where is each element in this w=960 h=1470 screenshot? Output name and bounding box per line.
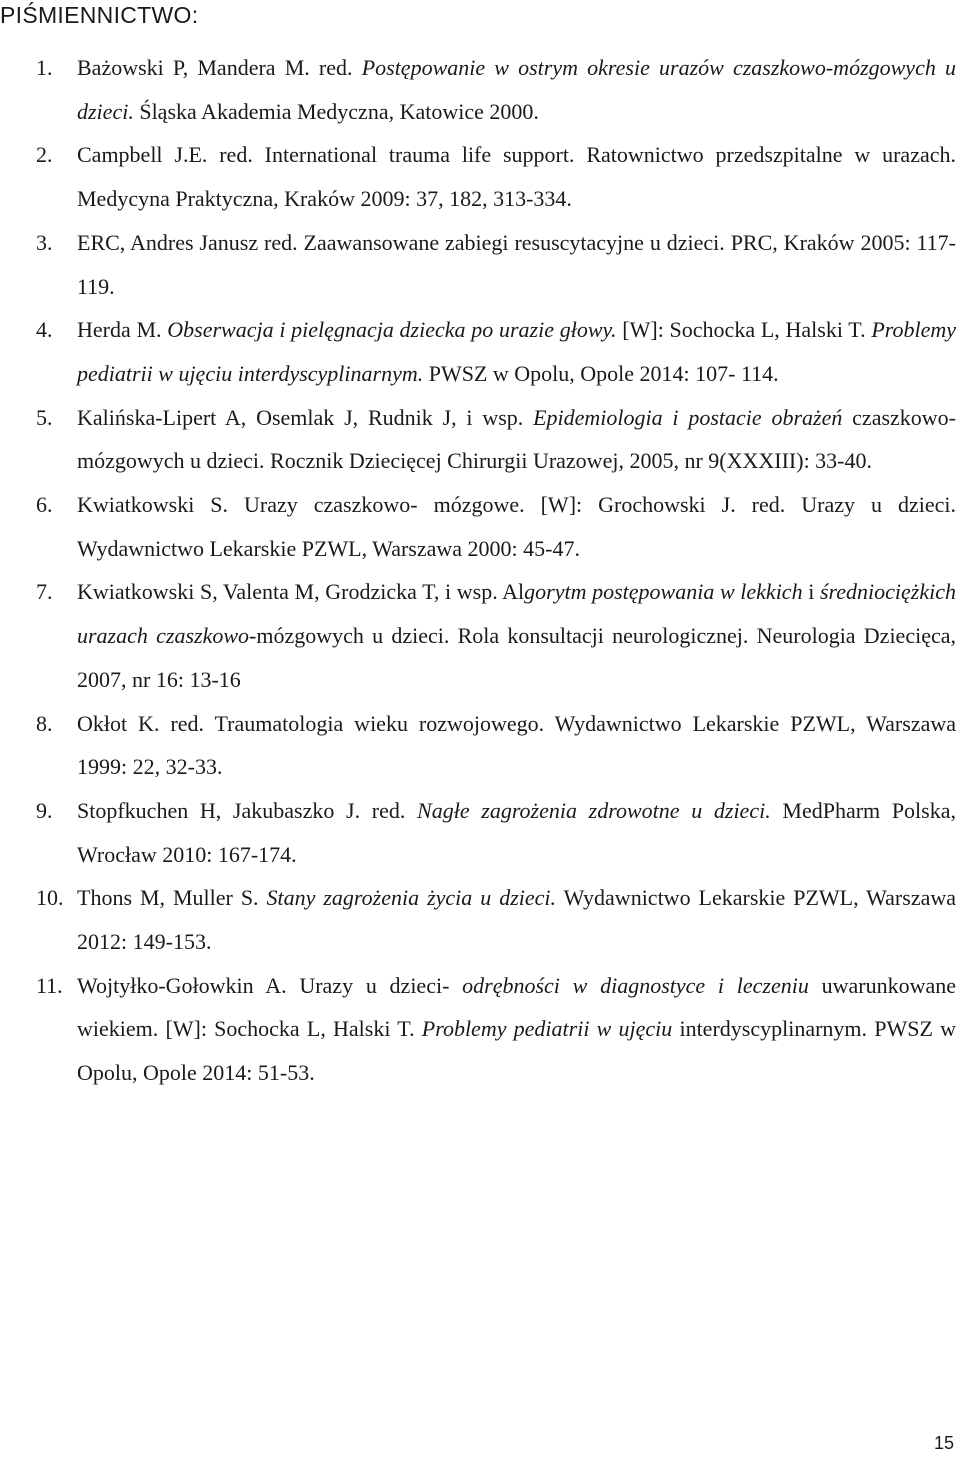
reference-number: 9. xyxy=(36,797,53,823)
reference-text: Kwiatkowski S. Urazy czaszkowo- mózgowe. [W]: Grochowski J. red. Urazy u dzieci. Wydawnictwo Lekarskie PZWL, Warszawa 2000: 45-47. xyxy=(77,492,956,561)
reference-item xyxy=(0,308,960,395)
reference-text: uwarunkowane wiekiem. [W]: Sochocka L, Halski T. xyxy=(77,972,956,1042)
reference-item xyxy=(0,876,960,963)
reference-number: 11. xyxy=(36,972,63,998)
reference-list xyxy=(0,46,960,1095)
reference-item xyxy=(0,964,960,1095)
reference-title-italic: odrębności w diagnostyce i leczeniu xyxy=(462,972,809,998)
reference-item xyxy=(0,221,960,308)
reference-number: 5. xyxy=(36,404,53,430)
reference-number: 8. xyxy=(36,710,53,736)
reference-number: 6. xyxy=(36,492,53,518)
reference-item xyxy=(0,483,960,570)
reference-item xyxy=(0,46,960,133)
reference-text: Okłot K. red. Traumatologia wieku rozwojowego. Wydawnictwo Lekarskie PZWL, Warszawa 1999: 22, 32-33. xyxy=(77,710,956,780)
reference-text: i xyxy=(802,579,820,605)
reference-text: Herda M. xyxy=(77,317,168,343)
reference-title-italic: gorytm postępowania w lekkich xyxy=(524,579,803,605)
reference-text: Wojtyłko-Gołowkin A. Urazy u dzieci- xyxy=(77,972,463,998)
reference-text: MedPharm Polska, Wrocław 2010: 167-174. xyxy=(77,797,956,867)
reference-text: Kalińska-Lipert A, Osemlak J, Rudnik J, i wsp. xyxy=(77,404,534,430)
reference-number: 1. xyxy=(36,55,53,80)
reference-item xyxy=(0,133,960,220)
reference-item xyxy=(0,396,960,483)
reference-text: ERC, Andres Janusz red. Zaawansowane zabiegi resuscytacyjne u dzieci. PRC, Kraków 2005: 117-119. xyxy=(77,229,956,299)
page-number: 15 xyxy=(933,1433,954,1453)
reference-number: 3. xyxy=(36,229,53,255)
reference-text: -mózgowych u dzieci. Rola konsultacji neurologicznej. Neurologia Dziecięca, 2007, nr 16: 13-16 xyxy=(77,623,956,692)
reference-number: 4. xyxy=(36,317,53,343)
reference-title-italic: Postępowanie w ostrym okresie urazów czaszkowo-mózgowych u dzieci. xyxy=(77,55,956,124)
reference-text: Thons M, Muller S. xyxy=(77,885,267,911)
reference-text: Stopfkuchen H, Jakubaszko J. red. xyxy=(77,797,418,823)
reference-title-italic: Nagłe zagrożenia zdrowotne u dzieci. xyxy=(417,797,771,823)
reference-text: interdyscyplinarnym. PWSZ w Opolu, Opole 2014: 51-53. xyxy=(77,1016,956,1086)
reference-item xyxy=(0,789,960,876)
reference-text: Kwiatkowski S, Valenta M, Grodzicka T, i wsp. Al xyxy=(77,579,525,605)
reference-text: Campbell J.E. red. International trauma life support. Ratownictwo przedszpitalne w urazach. Medycyna Praktyczna, Kraków 2009: 37, 182, 313-334. xyxy=(77,142,956,212)
reference-item xyxy=(0,570,960,701)
reference-number: 7. xyxy=(36,579,53,605)
reference-title-italic: średniociężkich urazach czaszkowo xyxy=(77,579,956,649)
reference-title-italic: Problemy pediatrii w ujęciu xyxy=(421,1016,673,1042)
reference-text: Wydawnictwo Lekarskie PZWL, Warszawa 2012: 149-153. xyxy=(77,885,957,955)
reference-text: Śląska Akademia Medyczna, Katowice 2000. xyxy=(133,98,539,124)
reference-title-italic: Obserwacja i pielęgnacja dziecka po urazie głowy. xyxy=(167,317,617,343)
reference-title-italic: Stany zagrożenia życia u dzieci. xyxy=(266,885,557,911)
reference-number: 2. xyxy=(36,142,53,168)
reference-item xyxy=(0,702,960,789)
page-heading: PIŚMIENNICTWO: xyxy=(0,2,199,28)
reference-number: 10. xyxy=(36,885,64,911)
reference-title-italic: Epidemiologia i postacie obrażeń xyxy=(533,404,843,430)
reference-text: czaszkowo- mózgowych u dzieci. Rocznik Dziecięcej Chirurgii Urazowej, 2005, nr 9(XXXIII): 33-40. xyxy=(77,404,956,474)
reference-text: PWSZ w Opolu, Opole 2014: 107- 114. xyxy=(423,360,779,386)
reference-text: Bażowski P, Mandera M. red. xyxy=(77,55,362,80)
reference-text: [W]: Sochocka L, Halski T. xyxy=(616,317,872,343)
reference-title-italic: Problemy pediatrii w ujęciu interdyscyplinarnym. xyxy=(77,317,957,386)
